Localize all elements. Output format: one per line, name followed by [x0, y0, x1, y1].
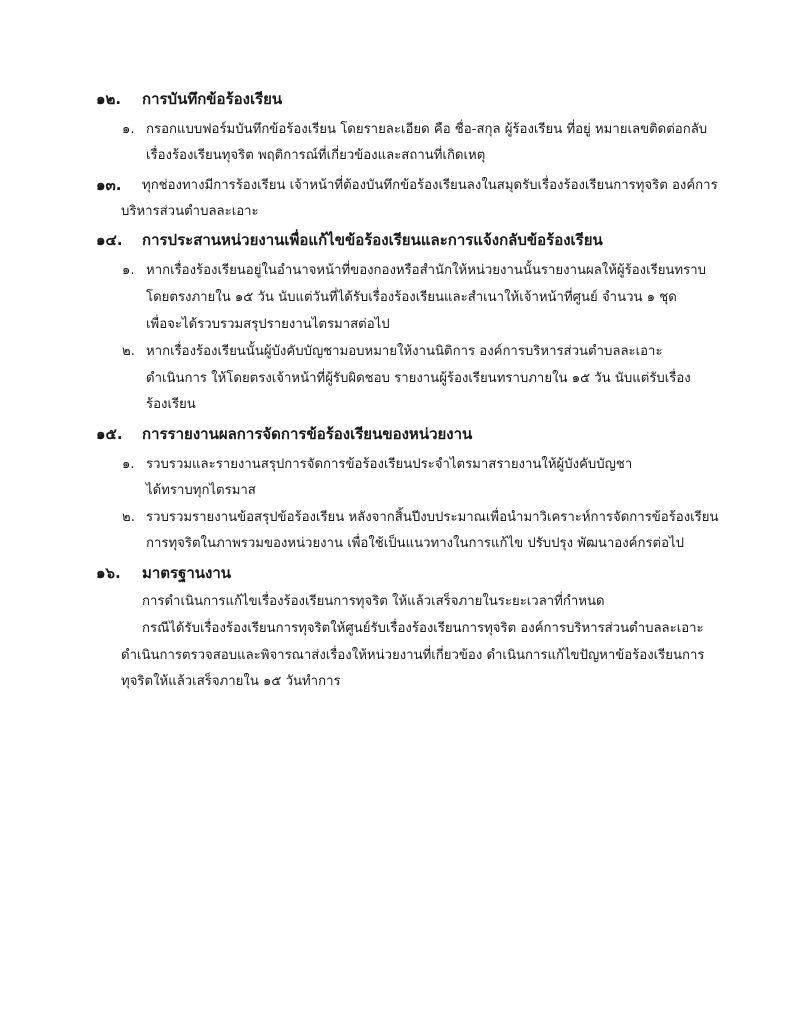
s14-item-1-line-1: หากเรื่องร้องเรียนอยู่ในอำนาจหน้าที่ของกองหรือสำนักให้หน่วยงานนั้นรายงานผลให้ผู้ร้องเรียนทราบ	[146, 263, 706, 278]
section-12-title: การบันทึกข้อร้องเรียน	[142, 90, 283, 108]
s14-item-2-line-1: หากเรื่องร้องเรียนนั้นผู้บังคับบัญชามอบหมายให้งานนิติการ องค์การบริหารส่วนตำบลละเอาะ	[146, 344, 663, 359]
s15-item-2-line-1: รวบรวมรายงานข้อสรุปข้อร้องเรียน หลังจากสิ้นปีงบประมาณเพื่อนำมาวิเคราะห์การจัดการข้อร้องเรียน	[146, 510, 719, 525]
section-15-title: การรายงานผลการจัดการข้อร้องเรียนของหน่วยงาน	[142, 425, 473, 443]
section-12-number: ๑๒.	[96, 90, 122, 108]
s16-line-4: ทุจริตให้แล้วเสร็จภายใน ๑๕ วันทำการ	[121, 674, 341, 689]
s16-line-3: ดำเนินการตรวจสอบและพิจารณาส่งเรื่องให้หน่วยงานที่เกี่ยวข้อง ดำเนินการแก้ไขปัญหาข้อร้องเรียนการ	[121, 648, 705, 663]
s13-line-1: ทุกช่องทางมีการร้องเรียน เจ้าหน้าที่ต้องบันทึกข้อร้องเรียนลงในสมุดรับเรื่องร้องเรียนการทุจริต องค์การ	[142, 178, 718, 193]
s16-line-1: การดำเนินการแก้ไขเรื่องร้องเรียนการทุจริต ให้แล้วเสร็จภายในระยะเวลาที่กำหนด	[142, 594, 605, 609]
s12-item-1-number: ๑.	[122, 122, 135, 137]
s15-item-1-number: ๑.	[122, 457, 135, 472]
section-16-number: ๑๖.	[96, 564, 121, 582]
s13-line-2: บริหารส่วนตำบลละเอาะ	[121, 204, 259, 219]
s14-item-2-number: ๒.	[122, 344, 135, 359]
section-15-number: ๑๕.	[96, 425, 123, 443]
s15-item-2-line-2: การทุจริตในภาพรวมของหน่วยงาน เพื่อใช้เป็นแนวทางในการแก้ไข ปรับปรุง พัฒนาองค์กรต่อไป	[146, 536, 685, 551]
s14-item-1-line-3: เพื่อจะได้รวบรวมสรุปรายงานไตรมาสต่อไป	[146, 317, 390, 332]
section-13-number: ๑๓.	[96, 176, 122, 194]
s16-line-2: กรณีได้รับเรื่องร้องเรียนการทุจริตให้ศูนย์รับเรื่องร้องเรียนการทุจริต องค์การบริหารส่วนตำบลละเอาะ	[142, 621, 704, 636]
s12-item-1-line-2: เรื่องร้องเรียนทุจริต พฤติการณ์ที่เกี่ยวข้องและสถานที่เกิดเหตุ	[146, 148, 486, 163]
s14-item-2-line-3: ร้องเรียน	[146, 397, 196, 412]
section-14-title: การประสานหน่วยงานเพื่อแก้ไขข้อร้องเรียนและการแจ้งกลับข้อร้องเรียน	[142, 231, 603, 249]
s15-item-1-line-2: ได้ทราบทุกไตรมาส	[146, 483, 256, 498]
s14-item-1-number: ๑.	[122, 263, 135, 278]
s14-item-1-line-2: โดยตรงภายใน ๑๕ วัน นับแต่วันที่ได้รับเรื่องร้องเรียนและสำเนาให้เจ้าหน้าที่ศูนย์ จำนวน ๑ ชุด	[146, 290, 677, 305]
s15-item-1-line-1: รวบรวมและรายงานสรุปการจัดการข้อร้องเรียนประจำไตรมาสรายงานให้ผู้บังคับบัญชา	[146, 457, 633, 472]
section-14-number: ๑๔.	[96, 231, 123, 249]
section-16-title: มาตรฐานงาน	[142, 564, 232, 582]
s14-item-2-line-2: ดำเนินการ ให้โดยตรงเจ้าหน้าที่ผู้รับผิดชอบ รายงานผู้ร้องเรียนทราบภายใน ๑๕ วัน นับแต่รับเรื่อง	[146, 371, 691, 386]
s12-item-1-line-1: กรอกแบบฟอร์มบันทึกข้อร้องเรียน โดยรายละเอียด คือ ชื่อ-สกุล ผู้ร้องเรียน ที่อยู่ หมายเลขติดต่อกลับ	[146, 122, 708, 137]
s15-item-2-number: ๒.	[122, 510, 135, 525]
